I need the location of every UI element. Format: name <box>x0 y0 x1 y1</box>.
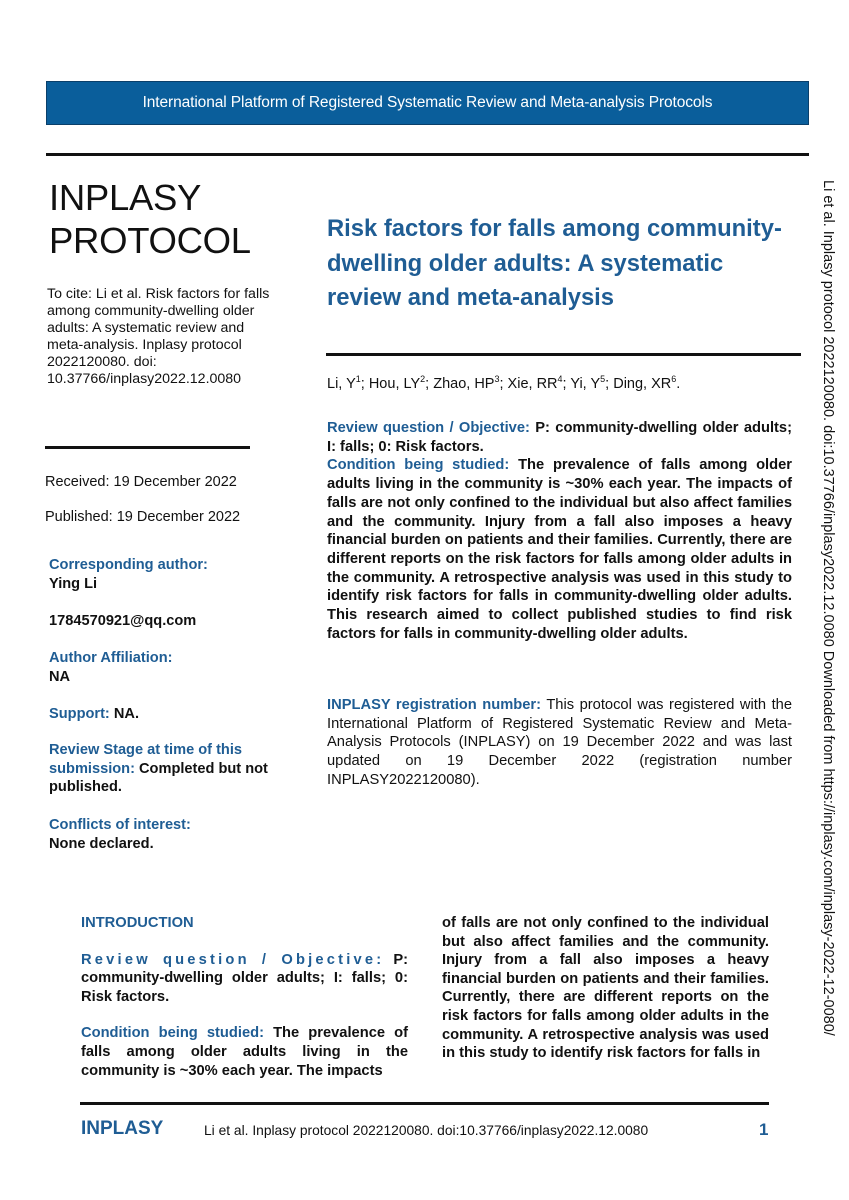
support-value: NA. <box>113 706 139 722</box>
corresponding-author <box>49 556 279 593</box>
received-date: Received: 19 December 2022 <box>45 474 237 490</box>
corresponding-author-name: Ying Li <box>49 575 98 592</box>
author-name: Li, Y <box>327 375 356 392</box>
author-list-end: . <box>676 375 681 392</box>
support <box>49 705 279 724</box>
download-note: Li et al. Inplasy protocol 2022120080. doi:10.37766/inplasy2022.12.0080 Downloaded from https://inplasy.com/inplasy-2022-12-0080/ <box>820 180 836 1036</box>
review-stage <box>49 741 279 797</box>
author-affiliation-sup: 2 <box>420 374 426 384</box>
condition-text: The prevalence of falls among older adults living in the community is ~30% each year. The impacts of falls are not only confined to the individual but also affect families and the community. Injury from a fall also imposes a heavy financial burden on patients and their families. Currently, there are different reports on the risk factors for falls among older adults in the community. A retrospective analysis was used in this study to identify risk factors for falls in community-dwelling older adults. This research aimed to collect published studies to find risk factors for falls in community-dwelling older adults. <box>327 457 792 642</box>
intro-condition-label: Condition being studied: <box>81 1025 264 1042</box>
review-question-text: P: community-dwelling older adults; I: falls; 0: Risk factors. <box>327 420 792 455</box>
footer-citation: Li et al. Inplasy protocol 2022120080. doi:10.37766/inplasy2022.12.0080 <box>204 1123 649 1138</box>
conflicts-value: None declared. <box>49 835 154 852</box>
author-name: ; Zhao, HP <box>425 375 495 392</box>
author-name: ; Xie, RR <box>499 375 558 392</box>
footer-brand: INPLASY <box>81 1118 164 1139</box>
review-stage-value: Completed but not published. <box>49 760 268 795</box>
support-label: Support: <box>49 706 110 722</box>
published-date: Published: 19 December 2022 <box>45 509 241 525</box>
intro-review-question-text: P: community-dwelling older adults; I: falls; 0: Risk factors. <box>81 951 408 1005</box>
left-divider <box>45 446 250 449</box>
intro-condition <box>81 1024 408 1080</box>
intro-heading: INTRODUCTION <box>81 915 194 931</box>
conflicts-label: Conflicts of interest: <box>49 817 191 833</box>
journal-banner: International Platform of Registered Systematic Review and Meta-analysis Protocols <box>46 81 809 125</box>
condition-label: Condition being studied: <box>327 457 510 474</box>
corresponding-email[interactable]: 1784570921@qq.com <box>49 613 197 629</box>
affiliation-value: NA <box>49 668 71 685</box>
intro-condition-text: The prevalence of falls among older adults living in the community is ~30% each year. The impacts <box>81 1025 408 1079</box>
conflicts <box>49 816 279 853</box>
review-question-label: Review question / Objective: <box>327 420 530 436</box>
author-name: ; Ding, XR <box>605 375 672 392</box>
intro-column-1 <box>81 914 408 1080</box>
protocol-label-line-1: INPLASY <box>49 177 202 218</box>
affiliation-label: Author Affiliation: <box>49 650 173 666</box>
author-affiliation-sup: 5 <box>600 374 606 384</box>
paper-title: Risk factors for falls among community-dwelling older adults: A systematic review and meta-analysis <box>327 215 782 311</box>
title-divider <box>326 353 801 356</box>
registration-label: INPLASY registration number: <box>327 697 542 713</box>
author-affiliation-sup: 4 <box>557 374 563 384</box>
author-name: ; Hou, LY <box>360 375 421 392</box>
author-name: ; Yi, Y <box>562 375 601 392</box>
intro-review-question-label: Review question / Objective: <box>81 951 385 968</box>
top-divider <box>46 153 809 156</box>
author-affiliation-sup: 6 <box>671 374 677 384</box>
registration-text: This protocol was registered with the International Platform of Registered Systematic Review and Meta-Analysis Protocols (INPLASY) on 19 December 2022 and was last updated on 19 December 2022 (registration number INPLASY2022120080). <box>327 697 792 788</box>
author-affiliation-sup: 3 <box>494 374 500 384</box>
footer-divider <box>80 1102 769 1105</box>
protocol-label-line-2: PROTOCOL <box>49 220 251 261</box>
protocol-label <box>49 176 251 262</box>
author-affiliation-sup: 1 <box>355 374 361 384</box>
intro-review-question <box>81 951 408 1007</box>
citation-text: To cite: Li et al. Risk factors for falls among community-dwelling older adults: A systematic review and meta-analysis. Inplasy protocol 2022120080. doi: 10.37766/inplasy2022.12.0080 <box>47 286 270 387</box>
review-stage-label: Review Stage at time of this submission: <box>49 742 243 777</box>
author-list <box>327 374 680 392</box>
abstract-review-question <box>327 419 792 643</box>
author-affiliation <box>49 649 279 686</box>
page-number: 1 <box>759 1120 769 1139</box>
abstract-registration <box>327 696 792 790</box>
corresponding-author-label: Corresponding author: <box>49 557 208 573</box>
intro-column-2: of falls are not only confined to the individual but also affect families and the community. Injury from a fall also imposes a heavy financial burden on patients and their families. Currently, there are different reports on the risk factors for falls among older adults in the community. A retrospective analysis was used in this study to identify risk factors for falls in <box>442 915 769 1062</box>
